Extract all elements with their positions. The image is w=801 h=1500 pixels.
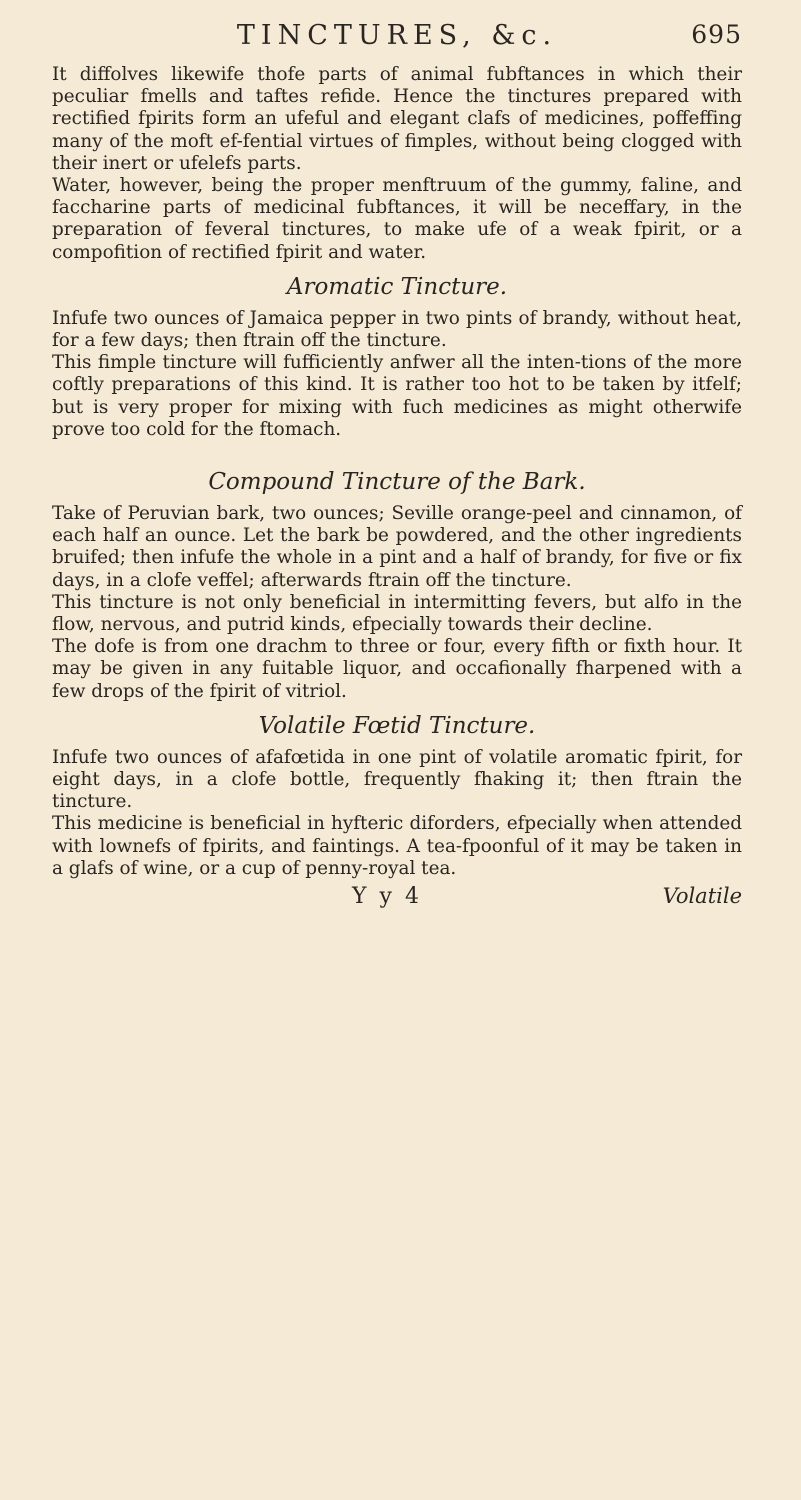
body-paragraph: This fimple tincture will fufficiently anfwer all the inten-tions of the more coftly preparations of this kind. It is rather too hot to be taken by itfelf; but is very proper for mixing with fuch medicines as might otherwife prove too cold for the ftomach. xyxy=(52,352,742,440)
intro-paragraph: Water, however, being the proper menftruum of the gummy, faline, and faccharine parts of medicinal fubftances, it will be neceffary, in the preparation of feveral tinctures, to make ufe of a weak fpirit, or a compofition of rectified fpirit and water. xyxy=(52,175,742,263)
body-paragraph: Take of Peruvian bark, two ounces; Seville orange-peel and cinnamon, of each half an ounce. Let the bark be powdered, and the other ingredients bruifed; then infufe the whole in a pint and a half of brandy, for five or fix days, in a clofe veffel; afterwards ftrain off the tincture. xyxy=(52,503,742,591)
section-heading: Aromatic Tincture. xyxy=(286,273,508,300)
running-header xyxy=(52,20,742,64)
page-footer xyxy=(52,884,742,914)
book-page xyxy=(52,20,742,914)
section-heading: Volatile Fœtid Tincture. xyxy=(258,712,536,739)
section-heading: Compound Tincture of the Bark. xyxy=(208,469,586,496)
body-paragraph: This tincture is not only beneficial in intermitting fevers, but alfo in the flow, nervous, and putrid kinds, efpecially towards their decline. xyxy=(52,591,742,636)
intro-paragraph: It diffolves likewife thofe parts of animal fubftances in which their peculiar fmells and taftes refide. Hence the tinctures prepared with rectified fpirits form an ufeful and elegant clafs of medicines, poffeffing many of the moft ef-fential virtues of fimples, without being clogged with their inert or ufelefs parts. xyxy=(52,64,742,174)
body-paragraph: Infufe two ounces of afafœtida in one pint of volatile aromatic fpirit, for eight days, in a clofe bottle, frequently fhaking it; then ftrain the tincture. xyxy=(52,746,742,813)
running-title: TINCTURES, &c. xyxy=(236,20,558,51)
body-paragraph: The dofe is from one drachm to three or four, every fifth or fixth hour. It may be given in any fuitable liquor, and occafionally fharpened with a few drops of the fpirit of vitriol. xyxy=(52,636,742,702)
signature-mark: Y y 4 xyxy=(352,884,422,910)
catchword: Volatile xyxy=(662,884,742,909)
body-paragraph: This medicine is beneficial in hyfteric diforders, efpecially when attended with lownefs of fpirits, and faintings. A tea-fpoonful of it may be taken in a glafs of wine, or a cup of penny-royal tea. xyxy=(52,813,742,879)
body-paragraph: Infufe two ounces of Jamaica pepper in two pints of brandy, without heat, for a few days; then ftrain off the tincture. xyxy=(52,307,742,352)
page-number: 695 xyxy=(691,20,742,49)
